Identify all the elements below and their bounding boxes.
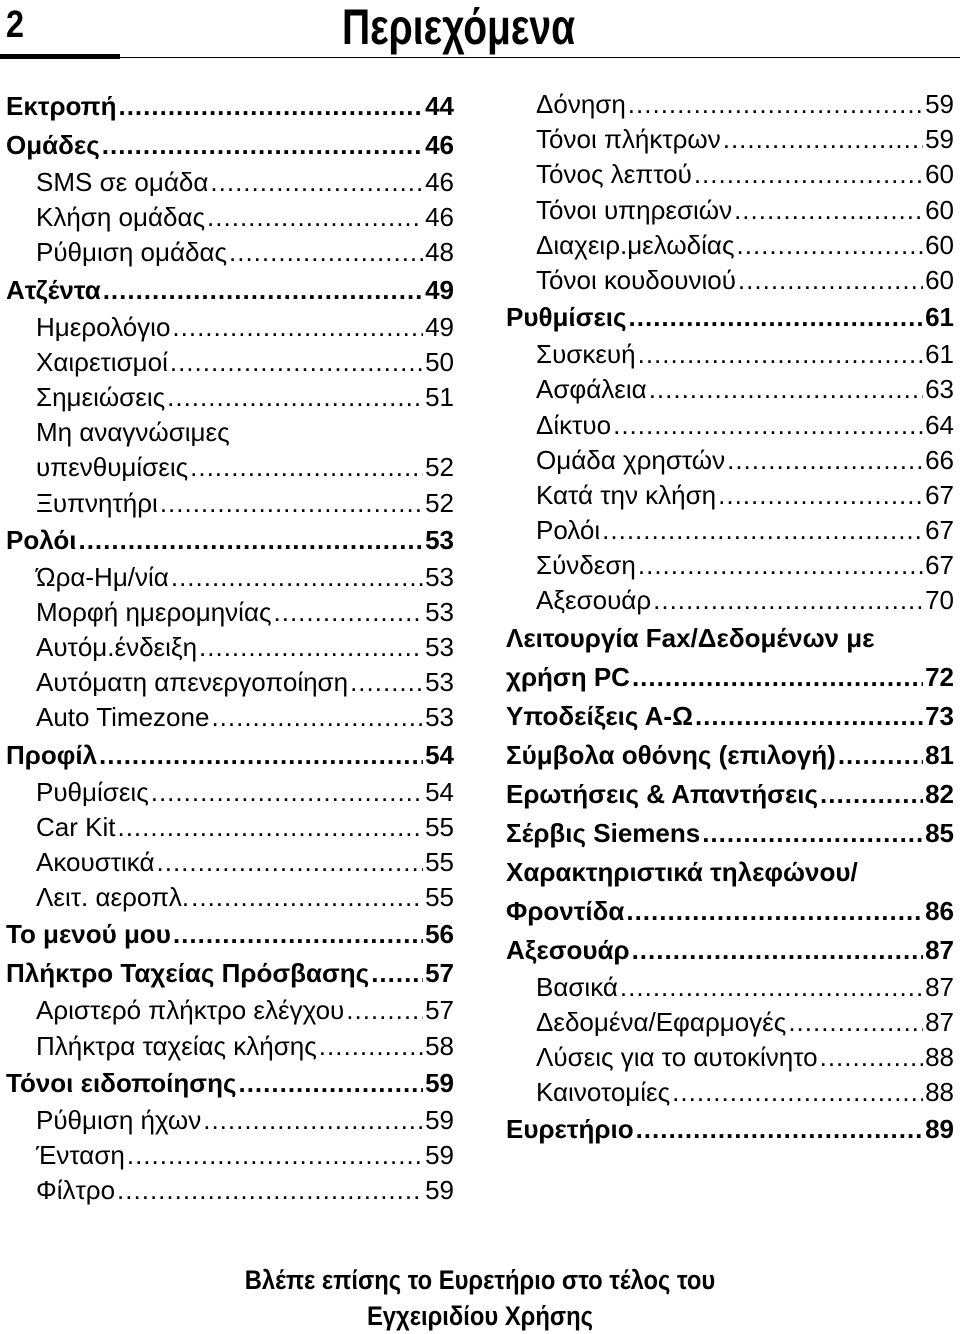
toc-entry-label: Υποδείξεις Α-Ω (506, 700, 693, 731)
toc-page-number: 55 (425, 811, 454, 842)
toc-section-entry[interactable] (6, 521, 454, 560)
toc-entry-label: Προφίλ (6, 739, 98, 770)
toc-section-entry[interactable] (506, 1110, 954, 1149)
toc-entry-label: Τόνοι πλήκτρων (536, 124, 721, 155)
toc-entry-label: Πλήκτρα ταχείας κλήσης (36, 1030, 317, 1061)
toc-page-number: 72 (925, 661, 954, 692)
toc-entry-label: Αξεσουάρ (506, 934, 630, 965)
toc-page-number: 60 (925, 264, 954, 295)
toc-dot-leader (629, 298, 924, 337)
toc-dot-leader (636, 1110, 924, 1149)
toc-page-number: 70 (925, 585, 954, 616)
toc-section-entry[interactable] (506, 619, 954, 658)
toc-page-number: 60 (925, 194, 954, 225)
toc-subsection-entry[interactable] (506, 372, 954, 407)
toc-page-number: 44 (425, 91, 454, 121)
toc-entry-label: Αριστερό πλήκτρο ελέγχου (36, 995, 345, 1026)
toc-entry-label: Ευρετήριο (506, 1114, 634, 1145)
toc-dot-leader (672, 1075, 923, 1110)
toc-entry-label: Ατζέντα (6, 274, 101, 305)
toc-entry-label: Ρυθμίσεις (36, 776, 149, 807)
toc-subsection-entry[interactable] (506, 87, 954, 122)
toc-entry-label: Δόνηση (536, 89, 626, 119)
toc-dot-leader (820, 1040, 923, 1075)
toc-dot-leader (99, 736, 423, 775)
toc-page-number: 53 (425, 667, 454, 698)
toc-page-number: 87 (925, 1006, 954, 1037)
toc-page-number: 53 (425, 702, 454, 733)
toc-dot-leader (694, 157, 923, 192)
toc-subsection-entry[interactable] (6, 700, 454, 735)
toc-page-number: 46 (425, 202, 454, 233)
toc-page-number: 67 (925, 515, 954, 546)
toc-subsection-entry[interactable] (6, 380, 454, 415)
toc-dot-leader (170, 345, 423, 380)
toc-entry-label: Αυτόμ.ένδειξη (36, 632, 198, 663)
toc-entry-label: Το μενού μου (6, 919, 171, 950)
toc-entry-label: Ερωτήσεις & Απαντήσεις (506, 778, 819, 809)
toc-page-number: 63 (925, 374, 954, 405)
toc-entry-label: Φίλτρο (36, 1175, 116, 1206)
toc-subsection-entry[interactable] (6, 880, 454, 915)
toc-dot-leader (203, 1103, 423, 1138)
toc-dot-leader (238, 1064, 423, 1103)
toc-page-number: 53 (425, 632, 454, 663)
toc-page-number: 61 (925, 339, 954, 370)
toc-page-number: 50 (425, 346, 454, 377)
toc-subsection-entry[interactable] (6, 165, 454, 200)
toc-page-number: 66 (925, 444, 954, 475)
toc-page-number: 60 (925, 229, 954, 260)
toc-entry-label: Μορφή ημερομηνίας (36, 596, 272, 627)
toc-entry-label: Σύνδεση (536, 550, 636, 581)
toc-entry-label: Κατά την κλήση (536, 479, 717, 510)
toc-dot-leader (737, 228, 924, 263)
toc-subsection-entry[interactable] (6, 345, 454, 380)
toc-page-number: 67 (925, 479, 954, 510)
toc-page-number: 57 (425, 958, 454, 989)
toc-entry-label: Δίκτυο (536, 409, 612, 440)
toc-entry-label: Λειτ. αεροπλ. (36, 882, 190, 913)
toc-page-number: 53 (425, 561, 454, 592)
toc-dot-leader (210, 165, 423, 200)
toc-entry-label: Ρυθμίσεις (506, 302, 627, 333)
toc-entry-label: Χαιρετισμοί (36, 346, 168, 377)
toc-entry-label: Ασφάλεια (536, 374, 647, 405)
toc-dot-leader (653, 583, 923, 618)
toc-subsection-entry[interactable] (506, 548, 954, 583)
toc-dot-leader (319, 1029, 423, 1064)
toc-dot-leader (103, 271, 423, 310)
toc-subsection-entry[interactable] (6, 595, 454, 630)
toc-section-entry[interactable] (6, 87, 454, 126)
page-title: Περιεχόμενα (342, 0, 576, 55)
toc-right-column (506, 87, 954, 1149)
toc-entry-label: Ρύθμιση ήχων (36, 1104, 202, 1135)
toc-page-number: 87 (925, 934, 954, 965)
toc-section-entry[interactable] (6, 954, 454, 993)
toc-entry-label: Ακουστικά (36, 847, 155, 877)
toc-subsection-entry[interactable] (6, 310, 454, 345)
toc-subsection-entry[interactable] (6, 560, 454, 595)
toc-dot-leader (702, 814, 923, 853)
toc-dot-leader (173, 915, 423, 954)
toc-entry-label: Ρύθμιση ομάδας (36, 237, 228, 268)
toc-subsection-entry[interactable] (506, 478, 954, 513)
toc-subsection-entry[interactable] (6, 200, 454, 235)
toc-page-number: 55 (425, 882, 454, 913)
toc-entry-label: Ρολόι (6, 524, 77, 555)
toc-entry-label: Φροντίδα (506, 895, 625, 926)
toc-dot-leader (350, 665, 423, 700)
toc-entry-label: χρήση PC (506, 661, 630, 692)
toc-entry-label: Ξυπνητήρι (36, 487, 158, 518)
toc-subsection-entry[interactable] (6, 630, 454, 665)
footer-line-1: Βλέπε επίσης το Ευρετήριο στο τέλος του (244, 1265, 716, 1295)
toc-subsection-entry[interactable] (506, 513, 954, 548)
toc-entry-label: Τόνοι κουδουνιού (536, 264, 736, 295)
toc-dot-leader (190, 450, 423, 485)
toc-page-number: 86 (925, 895, 954, 926)
toc-dot-leader (626, 892, 923, 931)
toc-page-number: 64 (925, 409, 954, 440)
toc-dot-leader (229, 235, 423, 270)
toc-subsection-entry[interactable] (506, 193, 954, 228)
toc-page-number: 59 (425, 1104, 454, 1135)
toc-section-entry[interactable] (6, 271, 454, 310)
toc-section-entry[interactable] (506, 892, 954, 931)
toc-entry-label: Car Kit (36, 811, 116, 842)
toc-dot-leader (78, 521, 423, 560)
toc-page-number: 60 (925, 159, 954, 190)
toc-dot-leader (171, 560, 423, 595)
toc-dot-leader (723, 122, 923, 157)
toc-subsection-entry[interactable] (6, 1138, 454, 1173)
toc-section-entry[interactable] (506, 736, 954, 775)
toc-entry-label: Ομάδες (6, 130, 100, 160)
toc-page-number: 89 (925, 1114, 954, 1145)
toc-entry-label: Σύμβολα οθόνης (επιλογή) (506, 739, 836, 770)
toc-entry-label: Τόνος λεπτού (536, 159, 692, 190)
toc-page-number: 53 (425, 596, 454, 627)
toc-subsection-entry[interactable] (506, 337, 954, 372)
toc-subsection-entry[interactable] (506, 228, 954, 263)
toc-section-entry[interactable] (6, 736, 454, 775)
toc-page-number: 55 (425, 847, 454, 877)
toc-entry-label: Ώρα-Ημ/νία (36, 561, 169, 592)
toc-left-column (6, 87, 454, 1208)
toc-subsection-entry[interactable] (6, 810, 454, 845)
toc-entry-label: Πλήκτρο Ταχείας Πρόσβασης (6, 958, 370, 989)
toc-entry-label: Τόνοι υπηρεσιών (536, 194, 733, 225)
toc-page-number: 54 (425, 739, 454, 770)
toc-subsection-entry[interactable] (506, 970, 954, 1005)
toc-dot-leader (649, 372, 923, 407)
toc-page-number: 88 (925, 1042, 954, 1072)
toc-section-entry[interactable] (506, 931, 954, 970)
toc-entry-label: Συσκευή (536, 339, 636, 370)
toc-page-number: 59 (425, 1067, 454, 1098)
toc-dot-leader (274, 595, 424, 630)
toc-page-number: 67 (925, 550, 954, 581)
toc-dot-leader (620, 970, 923, 1005)
toc-subsection-entry[interactable] (6, 845, 454, 880)
toc-page-number: 53 (425, 524, 454, 555)
toc-page-number: 57 (425, 995, 454, 1026)
toc-subsection-entry[interactable] (506, 408, 954, 443)
toc-dot-leader (602, 513, 923, 548)
toc-dot-leader (211, 700, 423, 735)
toc-subsection-entry[interactable] (506, 157, 954, 192)
toc-entry-label: Ρολόι (536, 515, 601, 546)
toc-entry-label: υπενθυμίσεις (36, 452, 189, 483)
toc-dot-leader (788, 1005, 923, 1040)
toc-page-number: 82 (925, 778, 954, 809)
toc-subsection-entry[interactable] (6, 665, 454, 700)
toc-page-number: 59 (425, 1175, 454, 1206)
toc-page-number: 59 (425, 1139, 454, 1170)
toc-subsection-entry[interactable] (6, 1103, 454, 1138)
toc-dot-leader (638, 548, 923, 583)
footer-line-2: Εγχειριδίου Χρήσης (366, 1301, 594, 1331)
toc-dot-leader (695, 697, 923, 736)
toc-dot-leader (102, 126, 423, 165)
toc-dot-leader (117, 810, 423, 845)
footer-note (0, 1262, 960, 1334)
toc-section-entry[interactable] (6, 1064, 454, 1103)
toc-subsection-entry[interactable] (6, 775, 454, 810)
toc-entry-label: Κλήση ομάδας (36, 202, 206, 233)
toc-page-number: 56 (425, 919, 454, 950)
toc-entry-label: Εκτροπή (6, 91, 117, 121)
page-number: 2 (6, 4, 24, 46)
toc-dot-leader (172, 310, 423, 345)
toc-section-entry[interactable] (506, 853, 954, 892)
toc-entry-label: Σέρβις Siemens (506, 817, 701, 848)
toc-subsection-entry[interactable] (506, 1075, 954, 1110)
toc-subsection-entry[interactable] (506, 122, 954, 157)
toc-dot-leader (199, 630, 423, 665)
toc-page-number: 52 (425, 452, 454, 483)
toc-dot-leader (371, 954, 423, 993)
toc-page-number: 81 (925, 739, 954, 770)
page-header (0, 0, 960, 62)
toc-entry-label: Καινοτομίες (536, 1077, 671, 1108)
toc-subsection-entry[interactable] (6, 415, 454, 450)
toc-page-number: 73 (925, 700, 954, 731)
toc-dot-leader (628, 87, 923, 122)
toc-entry-label: Τόνοι ειδοποίησης (6, 1067, 237, 1098)
toc-subsection-entry[interactable] (506, 1040, 954, 1075)
toc-dot-leader (820, 775, 923, 814)
toc-dot-leader (117, 1173, 423, 1208)
toc-entry-label: Χαρακτηριστικά τηλεφώνου/ (506, 856, 858, 887)
toc-entry-label: Ένταση (36, 1139, 125, 1170)
toc-section-entry[interactable] (506, 814, 954, 853)
toc-subsection-entry[interactable] (6, 1029, 454, 1064)
toc-page-number: 46 (425, 130, 454, 160)
toc-page-number: 51 (425, 381, 454, 412)
page-number-rule (0, 54, 120, 59)
toc-entry-label: Ομάδα χρηστών (536, 444, 726, 475)
header-rule (120, 57, 960, 58)
toc-subsection-entry[interactable] (6, 486, 454, 521)
toc-entry-label: Auto Timezone (36, 702, 210, 733)
toc-entry-label: Διαχειρ.μελωδίας (536, 229, 735, 260)
toc-page-number: 52 (425, 487, 454, 518)
toc-subsection-entry[interactable] (506, 583, 954, 618)
toc-entry-label: Λειτουργία Fax/Δεδομένων με (506, 622, 875, 653)
toc-entry-label: Μη αναγνώσιμες (36, 417, 230, 448)
toc-subsection-entry[interactable] (506, 443, 954, 478)
toc-subsection-entry[interactable] (506, 263, 954, 298)
toc-dot-leader (632, 658, 923, 697)
toc-entry-label: SMS σε ομάδα (36, 167, 209, 197)
toc-page-number: 85 (925, 817, 954, 848)
toc-dot-leader (118, 87, 423, 126)
toc-page-number: 59 (925, 89, 954, 119)
toc-page-number: 48 (425, 237, 454, 268)
toc-subsection-entry[interactable] (506, 1005, 954, 1040)
toc-page-number: 58 (425, 1030, 454, 1061)
toc-page-number: 49 (425, 274, 454, 305)
toc-entry-label: Βασικά (536, 971, 618, 1002)
toc-dot-leader (207, 200, 423, 235)
toc-section-entry[interactable] (506, 775, 954, 814)
toc-section-entry[interactable] (6, 915, 454, 954)
toc-entry-label: Ημερολόγιο (36, 311, 171, 342)
toc-dot-leader (638, 337, 923, 372)
toc-section-entry[interactable] (506, 658, 954, 697)
toc-page-number: 46 (425, 167, 454, 197)
toc-entry-label: Δεδομένα/Εφαρμογές (536, 1006, 787, 1037)
toc-dot-leader (632, 931, 924, 970)
toc-subsection-entry[interactable] (6, 450, 454, 485)
toc-dot-leader (738, 263, 923, 298)
toc-dot-leader (160, 486, 423, 521)
toc-section-entry[interactable] (6, 126, 454, 165)
toc-dot-leader (718, 478, 923, 513)
toc-page-number: 49 (425, 311, 454, 342)
toc-dot-leader (613, 408, 923, 443)
toc-page-number: 88 (925, 1077, 954, 1108)
toc-dot-leader (191, 880, 423, 915)
toc-dot-leader (157, 845, 424, 880)
toc-dot-leader (151, 775, 423, 810)
toc-entry-label: Αξεσουάρ (536, 585, 652, 616)
toc-dot-leader (727, 443, 923, 478)
toc-entry-label: Λύσεις για το αυτοκίνητο (536, 1042, 818, 1072)
toc-dot-leader (346, 993, 423, 1028)
toc-dot-leader (734, 193, 923, 228)
toc-dot-leader (167, 380, 423, 415)
toc-subsection-entry[interactable] (6, 1173, 454, 1208)
toc-page-number: 61 (925, 302, 954, 333)
toc-subsection-entry[interactable] (6, 993, 454, 1028)
toc-dot-leader (127, 1138, 423, 1173)
toc-page-number: 54 (425, 776, 454, 807)
toc-entry-label: Σημειώσεις (36, 381, 166, 412)
toc-subsection-entry[interactable] (6, 235, 454, 270)
toc-section-entry[interactable] (506, 697, 954, 736)
toc-dot-leader (838, 736, 923, 775)
toc-page-number: 87 (925, 971, 954, 1002)
toc-entry-label: Αυτόματη απενεργοποίηση (36, 667, 349, 698)
toc-section-entry[interactable] (506, 298, 954, 337)
toc-page-number: 59 (925, 124, 954, 155)
